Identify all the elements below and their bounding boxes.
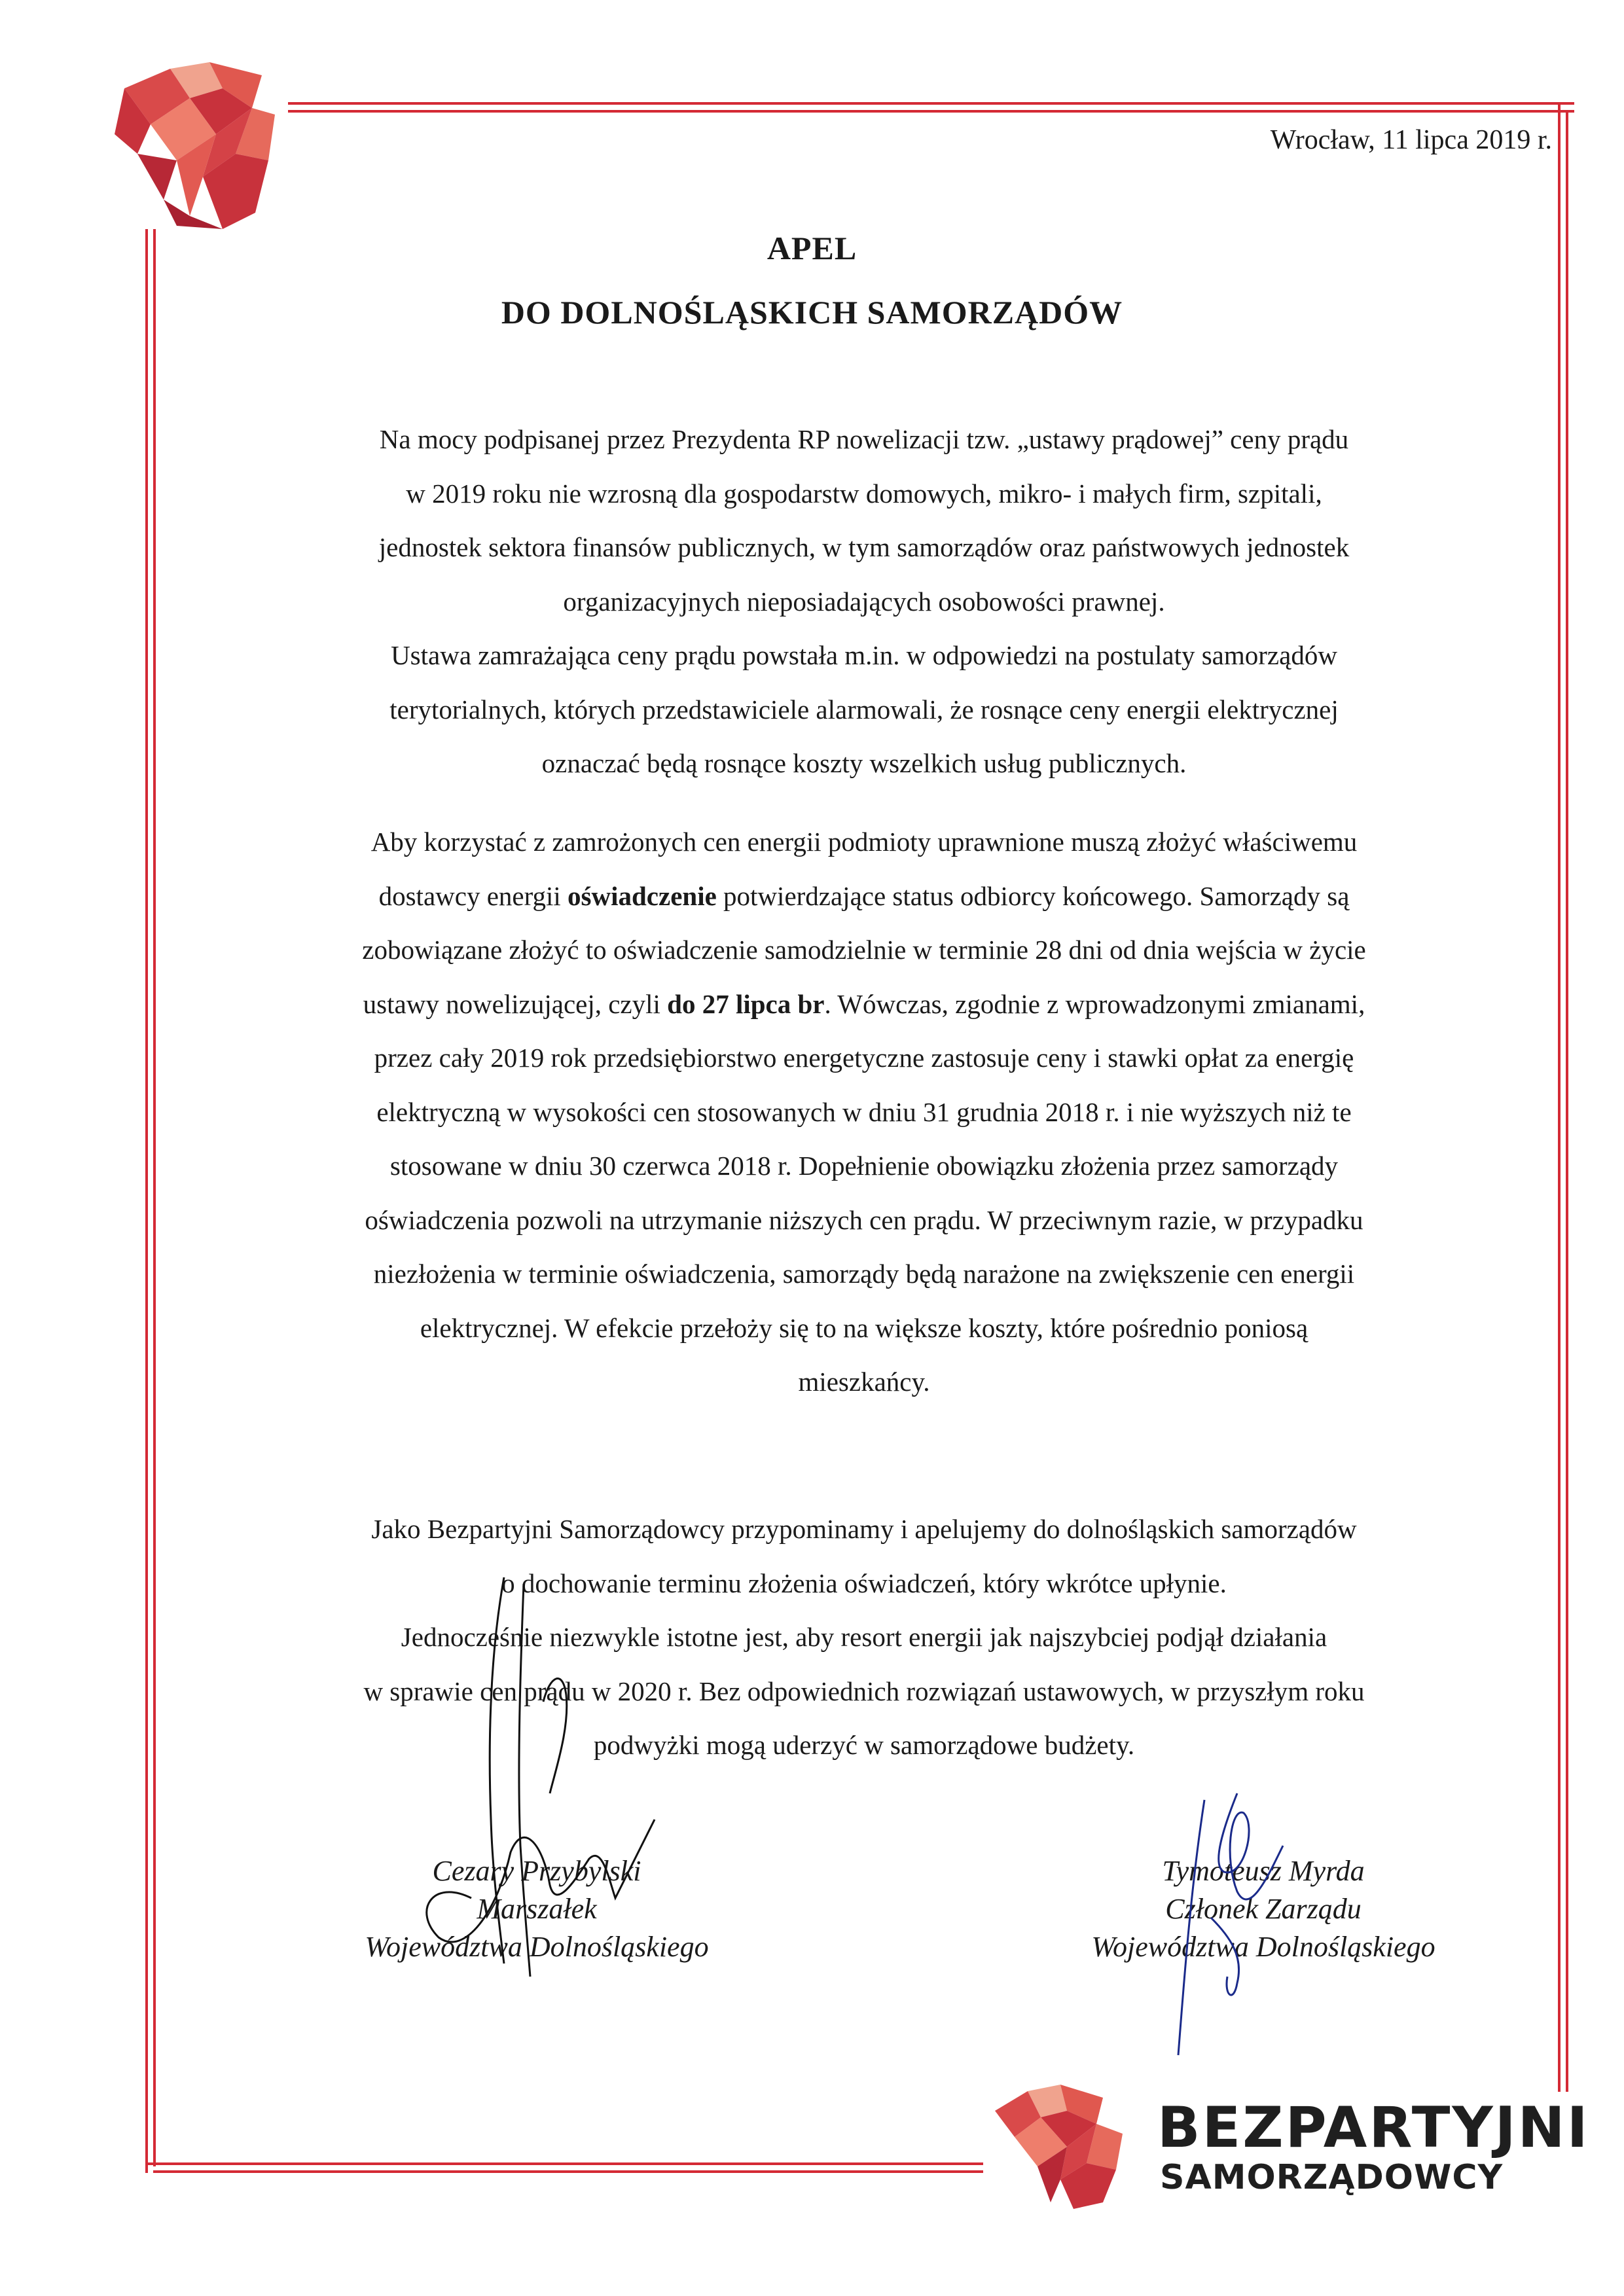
text-span: dostawcy energii [378, 880, 568, 911]
paragraph-line: przez cały 2019 rok przedsiębiorstwo energetyczne zastosuje ceny i stawki opłat za energię [374, 1043, 1354, 1073]
paragraph-line: mieszkańcy. [798, 1367, 930, 1397]
emphasis-deadline: do 27 lipca br [667, 988, 825, 1019]
signature-block-right [1008, 1852, 1519, 1966]
document-title: APEL [767, 230, 857, 266]
right-border-line-2 [1566, 110, 1568, 2092]
signatory-role: Marszałek [477, 1893, 597, 1925]
paragraph-line: Jednocześnie niezwykle istotne jest, aby resort energii jak najszybciej podjął działania [401, 1622, 1327, 1652]
brand-name: BEZPARTYJNI [1157, 2095, 1590, 2161]
paragraph-line: Aby korzystać z zamrożonych cen energii podmioty uprawnione muszą złożyć właściwemu [370, 827, 1358, 857]
bottom-border-line-2 [153, 2170, 983, 2173]
brand-subtitle: SAMORZĄDOWCY [1160, 2158, 1504, 2197]
signatory-name: Cezary Przybylski [432, 1855, 641, 1887]
brand-logo-icon [988, 2081, 1132, 2212]
paragraph-line: niezłożenia w terminie oświadczenia, samorządy będą narażone na zwiększenie cen energii [373, 1259, 1355, 1289]
paragraph-line: w 2019 roku nie wzrosną dla gospodarstw domowych, mikro- i małych firm, szpitali, [406, 478, 1322, 509]
paragraph-line: Jako Bezpartyjni Samorządowcy przypominamy i apelujemy do dolnośląskich samorządów [371, 1514, 1357, 1544]
text-span: ustawy nowelizującej, czyli [363, 988, 668, 1019]
paragraph-line: oświadczenia pozwoli na utrzymanie niższych cen prądu. W przeciwnym razie, w przypadku [365, 1204, 1363, 1235]
top-border-line-2 [288, 110, 1574, 113]
paragraph-line: w sprawie cen prądu w 2020 r. Bez odpowiednich rozwiązań ustawowych, w przyszłym roku [363, 1676, 1365, 1706]
signatory-role: Członek Zarządu [1165, 1893, 1362, 1925]
paragraph-line: organizacyjnych nieposiadających osobowości prawnej. [563, 586, 1165, 617]
date-line: Wrocław, 11 lipca 2019 r. [1270, 125, 1552, 155]
paragraph-line: jednostek sektora finansów publicznych, w tym samorządów oraz państwowych jednostek [378, 532, 1350, 562]
paragraph-line: Na mocy podpisanej przez Prezydenta RP nowelizacji tzw. „ustawy prądowej” ceny prądu [379, 424, 1349, 454]
paragraph-line [216, 869, 1512, 924]
bottom-border-line-1 [145, 2162, 983, 2165]
paragraph-line: o dochowanie terminu złożenia oświadczeń, który wkrótce upłynie. [501, 1568, 1227, 1598]
right-border-line-1 [1558, 102, 1561, 2092]
paragraph-line: elektrycznej. W efekcie przełoży się to na większe koszty, które pośrednio poniosą [420, 1312, 1308, 1343]
brand-wordmark [1157, 2095, 1590, 2197]
document-subtitle: DO DOLNOŚLĄSKICH SAMORZĄDÓW [501, 294, 1123, 331]
paragraph-line: elektryczną w wysokości cen stosowanych w dniu 31 grudnia 2018 r. i nie wyższych niż te [376, 1096, 1352, 1127]
text-span: potwierdzające status odbiorcy końcowego. Samorządy są [716, 880, 1350, 911]
paragraph-line: Ustawa zamrażająca ceny prądu powstała m.in. w odpowiedzi na postulaty samorządów [391, 640, 1337, 670]
left-border-line-2 [153, 229, 156, 2166]
logo-map-icon [111, 62, 288, 232]
paragraph-line: stosowane w dniu 30 czerwca 2018 r. Dopełnienie obowiązku złożenia przez samorządy [389, 1151, 1339, 1181]
paragraph-line: zobowiązane złożyć to oświadczenie samodzielnie w terminie 28 dni od dnia wejścia w życie [362, 935, 1366, 965]
paragraph-2 [216, 815, 1512, 1409]
paragraph-line [216, 977, 1512, 1031]
paragraph-3 [216, 1502, 1512, 1772]
paragraph-line: podwyżki mogą uderzyć w samorządowe budżety. [593, 1730, 1135, 1760]
signatory-name: Tymoteusz Myrda [1162, 1855, 1365, 1887]
emphasis-oswiadczenie: oświadczenie [568, 880, 717, 911]
paragraph-line: oznaczać będą rosnące koszty wszelkich usług publicznych. [541, 748, 1187, 778]
signature-block-left [249, 1852, 825, 1966]
paragraph-1 [216, 412, 1512, 791]
signatory-org: Województwa Dolnośląskiego [365, 1931, 709, 1963]
text-span: . Wówczas, zgodnie z wprowadzonymi zmianami, [824, 988, 1365, 1019]
signatory-org: Województwa Dolnośląskiego [1091, 1931, 1435, 1963]
top-border-line-1 [288, 102, 1574, 105]
paragraph-line: terytorialnych, których przedstawiciele alarmowali, że rosnące ceny energii elektrycznej [389, 694, 1339, 725]
left-border-line-1 [145, 229, 148, 2173]
